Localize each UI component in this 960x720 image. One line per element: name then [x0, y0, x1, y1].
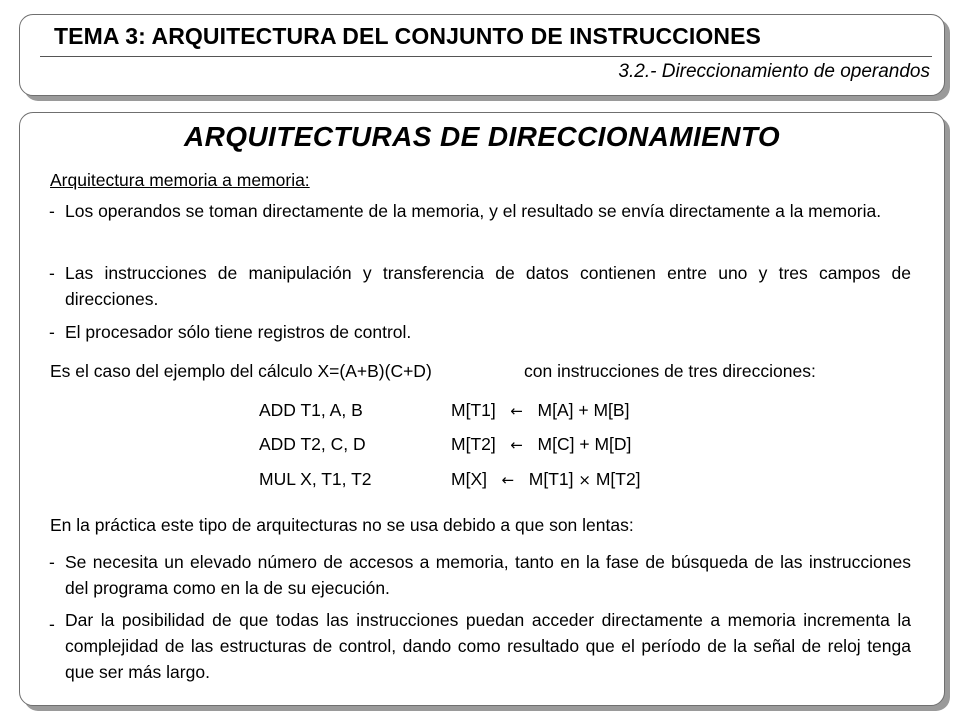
- left-arrow-icon: ←: [501, 471, 515, 489]
- example-intro-part2: con instrucciones de tres direcciones:: [524, 361, 816, 381]
- bullet-text: El procesador sólo tiene registros de control.: [65, 322, 412, 342]
- header-subtitle: 3.2.- Direccionamiento de operandos: [618, 61, 930, 82]
- code-op1: M[T1]: [528, 469, 574, 489]
- multiply-icon: ×: [578, 471, 591, 489]
- code-op2: M[B]: [593, 400, 630, 420]
- bullet-text: Los operandos se toman directamente de la memoria, y el resultado se envía directamente a la memoria.: [65, 201, 882, 221]
- code-operator: +: [579, 434, 590, 454]
- code-instruction: ADD T2, C, D: [259, 434, 366, 454]
- code-dest: M[X]: [451, 469, 487, 489]
- header-divider: [40, 56, 932, 57]
- code-dest: M[T2]: [451, 434, 496, 454]
- code-dest: M[T1]: [451, 400, 496, 420]
- bullet-marker: -: [49, 614, 55, 634]
- code-operation: [451, 431, 631, 458]
- code-op1: M[A]: [537, 400, 574, 420]
- section-heading: Arquitectura memoria a memoria:: [50, 170, 310, 190]
- code-instruction: ADD T1, A, B: [259, 400, 363, 420]
- code-operation: [451, 466, 641, 493]
- content-panel: [19, 112, 945, 706]
- code-op2: M[D]: [594, 434, 632, 454]
- example-intro-part1: Es el caso del ejemplo del cálculo X=(A+B)(C+D): [50, 361, 432, 381]
- bullet-marker: -: [49, 263, 55, 283]
- practice-intro: En la práctica este tipo de arquitecturas no se usa debido a que son lentas:: [50, 515, 634, 535]
- bullet-text: Dar la posibilidad de que todas las instrucciones puedan acceder directamente a memoria incrementa la complejidad de las estructuras de control, dando como resultado que el período de la señal de reloj tenga que ser más largo.: [65, 610, 911, 682]
- header-title: TEMA 3: ARQUITECTURA DEL CONJUNTO DE INSTRUCCIONES: [54, 23, 761, 49]
- bullet-marker: -: [49, 201, 55, 221]
- left-arrow-icon: ←: [510, 402, 523, 420]
- left-arrow-icon: ←: [510, 436, 523, 454]
- bullet-text: Se necesita un elevado número de accesos a memoria, tanto en la fase de búsqueda de las instrucciones del programa como en la de su ejecución.: [65, 552, 911, 598]
- bullet-text: Las instrucciones de manipulación y transferencia de datos contienen entre uno y tres campos de direcciones.: [65, 263, 911, 309]
- code-op1: M[C]: [537, 434, 575, 454]
- code-instruction: MUL X, T1, T2: [259, 469, 372, 489]
- slide-title: ARQUITECTURAS DE DIRECCIONAMIENTO: [183, 121, 781, 152]
- header-panel: [19, 14, 945, 96]
- code-operator: +: [578, 400, 589, 420]
- bullet-marker: -: [49, 322, 55, 342]
- code-operation: [451, 397, 629, 424]
- bullet-marker: -: [49, 552, 55, 572]
- code-op2: M[T2]: [595, 469, 641, 489]
